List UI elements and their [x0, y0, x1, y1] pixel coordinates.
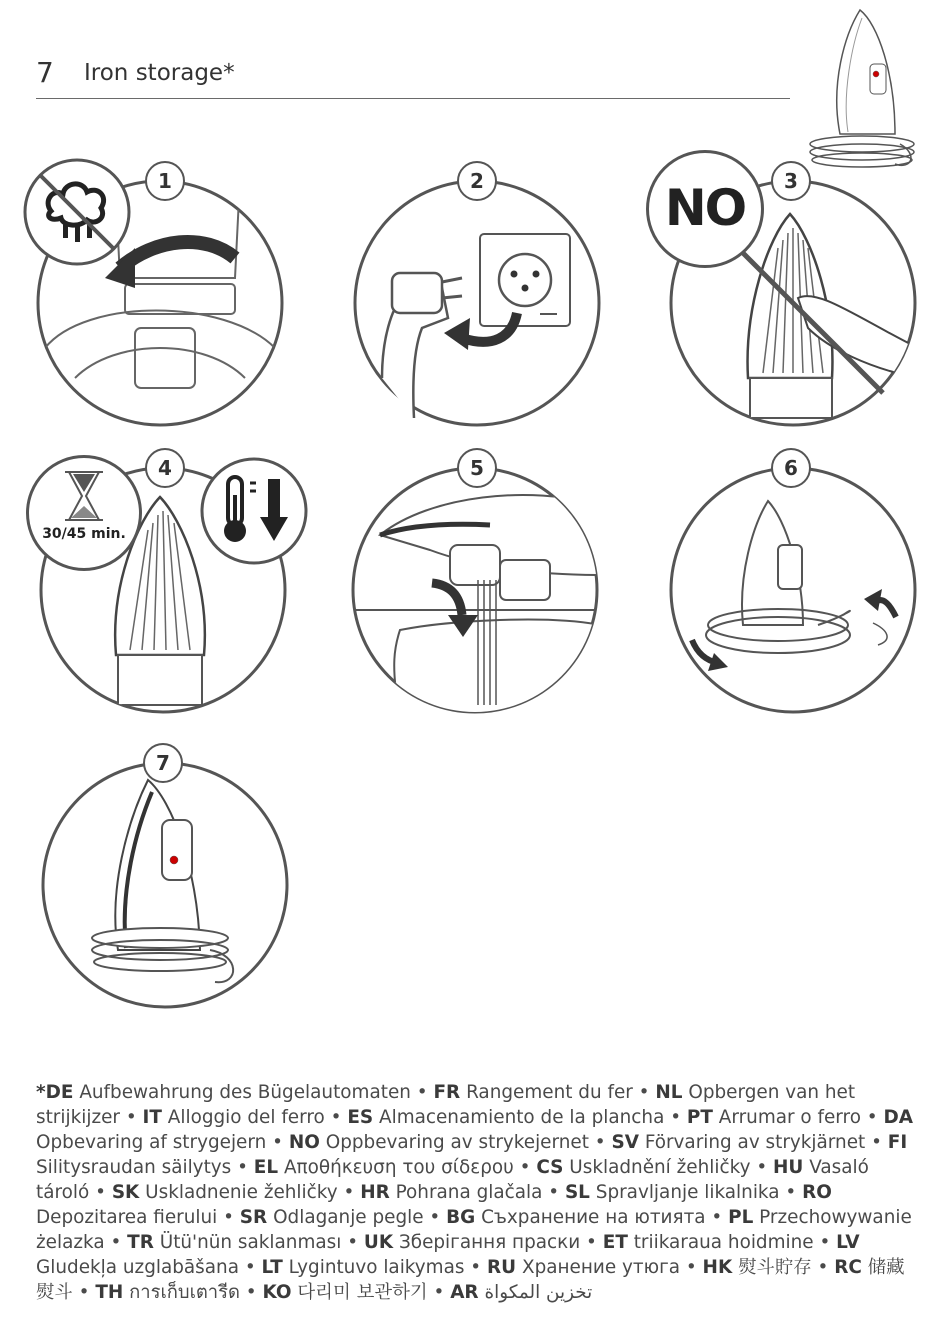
- lang-entry: *DE Aufbewahrung des Bügelautomaten: [36, 1082, 411, 1103]
- lang-entry: FI Silitysraudan säilytys: [36, 1132, 908, 1178]
- lang-entry: DA Opbevaring af strygejern: [36, 1107, 913, 1153]
- step-7: [40, 751, 290, 1010]
- step-1: [35, 169, 285, 428]
- lang-entry: LV Gludekļa uzglabāšana: [36, 1232, 860, 1278]
- lang-entry: AR تخزين المكواة: [450, 1282, 593, 1303]
- lang-entry: FR Rangement du fer: [433, 1082, 633, 1103]
- lang-entry: NL Opbergen van het strijkijzer: [36, 1082, 856, 1128]
- lang-entry: HK 熨斗貯存: [702, 1257, 812, 1278]
- section-header: [36, 52, 790, 99]
- lang-entry: CS Uskladnění žehličky: [536, 1157, 751, 1178]
- lang-entry: HU Vasaló tároló: [36, 1157, 869, 1203]
- step-badge: 1: [145, 161, 185, 201]
- thermometer-down-icon: [198, 455, 310, 567]
- lang-entry: EL Αποθήκευση του σίδερου: [253, 1157, 514, 1178]
- step-5: [350, 456, 600, 715]
- step-badge: 4: [145, 448, 185, 488]
- lang-entry: ET triikaraua hoidmine: [602, 1232, 814, 1253]
- section-title: Iron storage*: [84, 60, 235, 86]
- lang-entry: RC 储藏熨斗: [36, 1257, 905, 1303]
- lang-entry: SR Odlaganje pegle: [239, 1207, 424, 1228]
- lang-entry: PL Przechowywanie żelazka: [36, 1207, 912, 1253]
- lang-entry: SV Förvaring av strykjärnet: [611, 1132, 866, 1153]
- lang-entry: ES Almacenamiento de la plancha: [347, 1107, 665, 1128]
- lang-entry: IT Alloggio del ferro: [142, 1107, 325, 1128]
- lang-entry: RU Хранение утюга: [487, 1257, 680, 1278]
- step-3: [664, 169, 918, 428]
- socket-icon: [480, 234, 570, 326]
- lang-entry: NO Oppbevaring av strykejernet: [288, 1132, 589, 1153]
- lang-entry: RO Depozitarea fierului: [36, 1182, 832, 1228]
- step-badge: 5: [457, 448, 497, 488]
- lang-entry: TR Ütü'nün saklanması: [127, 1232, 342, 1253]
- lang-entry: SL Spravljanje likalnika: [564, 1182, 780, 1203]
- step-badge: 3: [771, 161, 811, 201]
- step-badge: 6: [771, 448, 811, 488]
- lang-entry: PT Arrumar o ferro: [686, 1107, 861, 1128]
- lang-entry: SK Uskladnenie žehličky: [111, 1182, 338, 1203]
- lang-entry: TH การเก็บเตารีด: [95, 1282, 240, 1303]
- lang-entry: UK Зберігання праски: [363, 1232, 581, 1253]
- section-number: 7: [36, 56, 54, 89]
- step-2: [352, 169, 602, 428]
- step-4: [38, 456, 288, 715]
- lang-entry: BG Съхранение на ютията: [446, 1207, 706, 1228]
- no-touch-icon: [646, 150, 764, 268]
- step-badge: 2: [457, 161, 497, 201]
- lang-entry: LT Lygintuvo laikymas: [261, 1257, 465, 1278]
- iron-hero-illustration: [800, 4, 918, 176]
- hourglass-icon: [26, 455, 142, 571]
- lang-entry: HR Pohrana glačala: [360, 1182, 543, 1203]
- no-label: NO: [664, 179, 746, 237]
- lang-entry: KO 다리미 보관하기: [262, 1282, 428, 1303]
- timer-label: 30/45 min.: [42, 526, 126, 542]
- step-badge: 7: [143, 743, 183, 783]
- step-6: [668, 456, 918, 715]
- no-steam-icon: [21, 156, 133, 268]
- translations-footnote: *DE Aufbewahrung des Bügelautomaten • FR Rangement du fer • NL Opbergen van het strijkijzer • IT Alloggio del ferro • ES Almacenamiento de la plancha • PT Arrumar o ferro • DA Opbevaring af strygejern • NO Oppbevaring av strykejernet • SV Förvaring av strykjärnet • FI Silitysraudan säilytys • EL Αποθήκευση του σίδερου • CS Uskladnění žehličky • HU Vasaló tároló • SK Uskladnenie žehličky • HR Pohrana glačala • SL Spravljanje likalnika • RO Depozitarea fierului • SR Odlaganje pegle • BG Съхранение на ютията • PL Przechowywanie żelazka • TR Ütü'nün saklanması • UK Зберігання праски • ET triikaraua hoidmine • LV Gludekļa uzglabāšana • LT Lygintuvo laikymas • RU Хранение утюга • HK 熨斗貯存 • RC 储藏熨斗 • TH การเก็บเตารีด • KO 다리미 보관하기 • AR تخزين المكواة: [36, 1082, 913, 1303]
